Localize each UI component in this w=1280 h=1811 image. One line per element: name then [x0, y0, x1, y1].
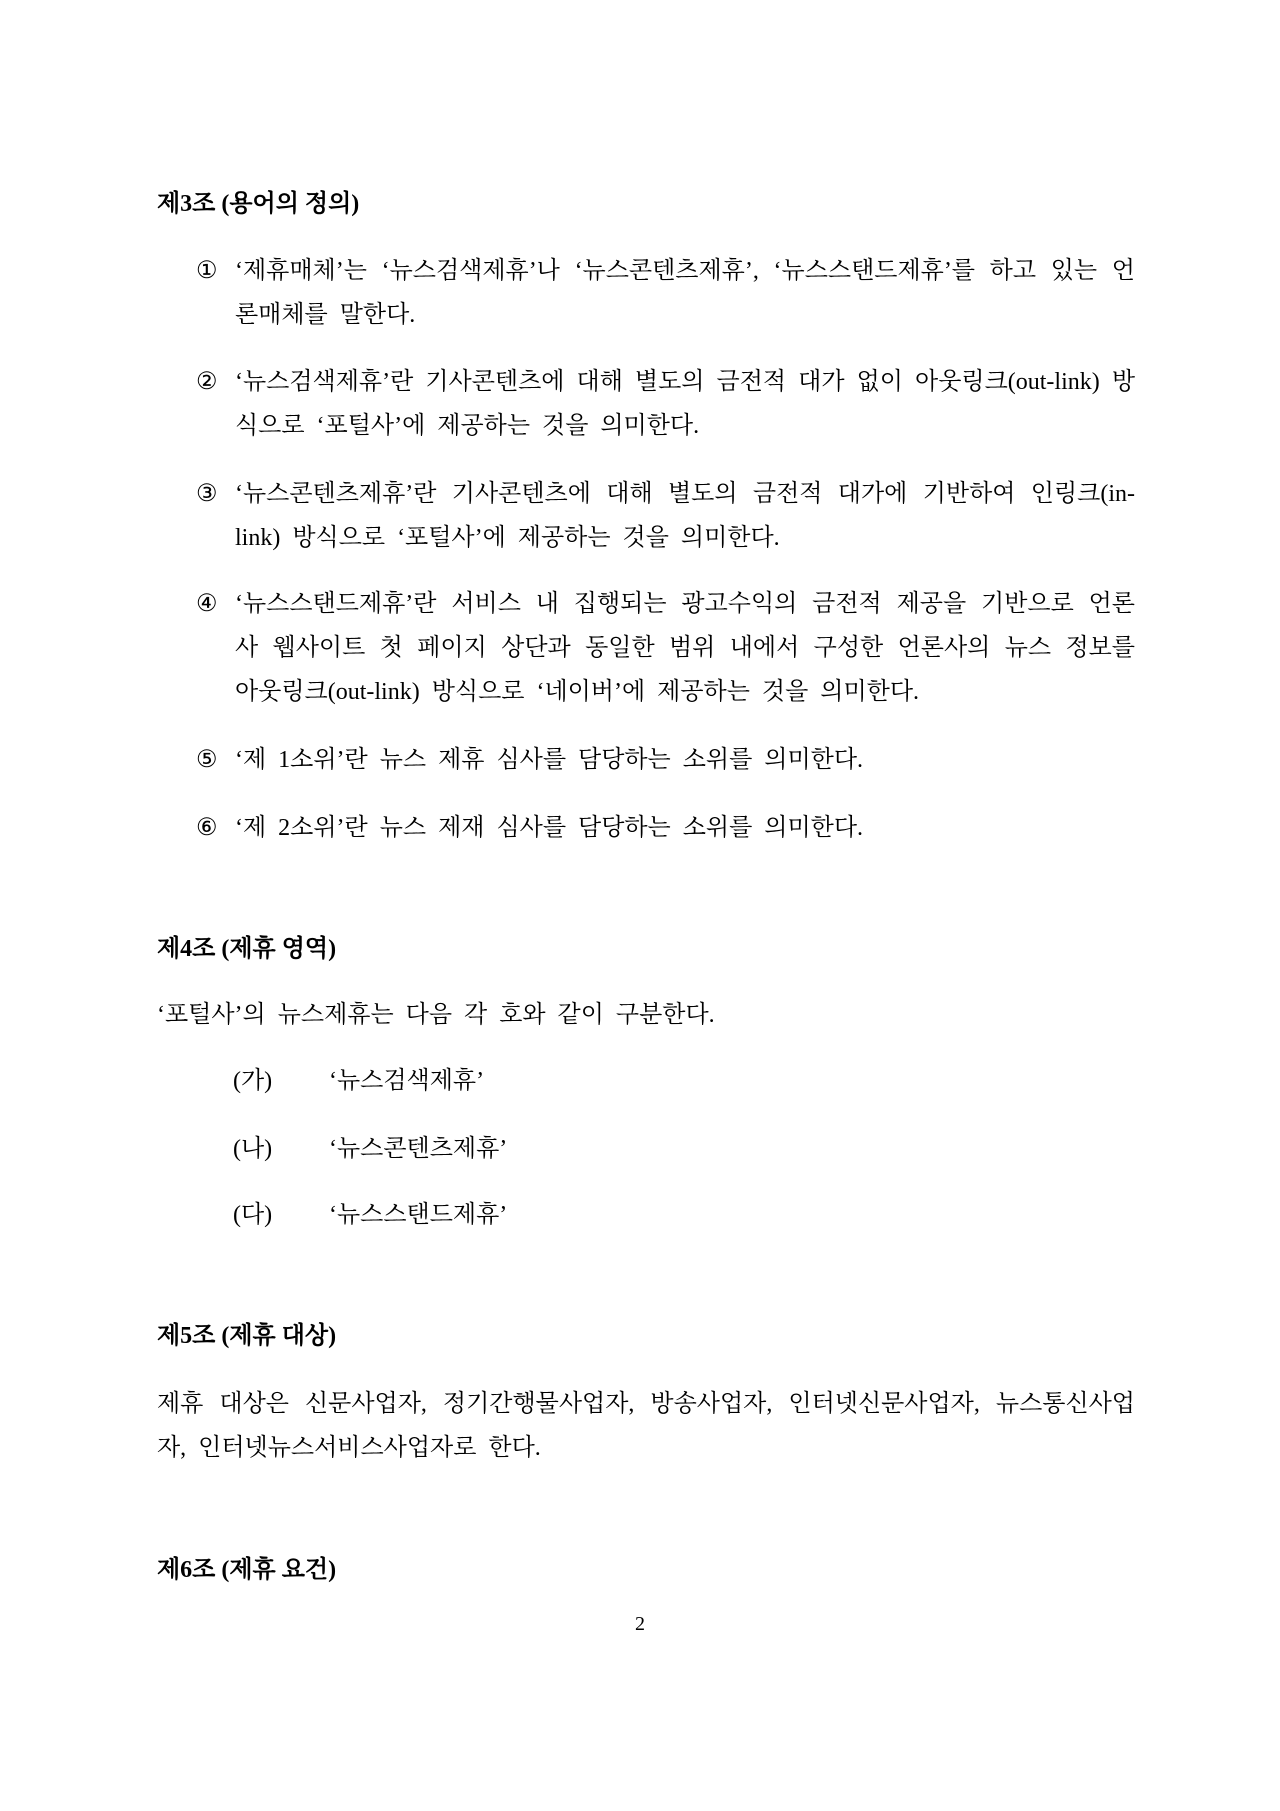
item-text: ‘뉴스검색제휴’ [329, 1068, 485, 1094]
partnership-type-item [233, 1193, 507, 1237]
item-text: ‘제휴매체’는 ‘뉴스검색제휴’나 ‘뉴스콘텐츠제휴’, ‘뉴스스탠드제휴’를 하고 있는 언론매체를 말한다. [235, 258, 1135, 328]
definition-item-5 [196, 738, 1135, 782]
item-number: ① [196, 258, 218, 284]
item-text: ‘뉴스스탠드제휴’ [329, 1202, 508, 1228]
page-number: 2 [635, 1613, 645, 1635]
item-label: (나) [233, 1136, 273, 1162]
item-number: ② [196, 369, 218, 395]
article-5-text: 제휴 대상은 신문사업자, 정기간행물사업자, 방송사업자, 인터넷신문사업자, 뉴스통신사업자, 인터넷뉴스서비스사업자로 한다. [157, 1391, 1135, 1461]
definition-item-4 [196, 582, 1135, 714]
article-4-heading: 제4조 (제휴 영역) [157, 936, 337, 962]
definition-item-1 [196, 249, 1135, 337]
item-number: ③ [196, 481, 218, 507]
item-text: ‘뉴스검색제휴’란 기사콘텐츠에 대해 별도의 금전적 대가 없이 아웃링크(out-link) 방식으로 ‘포털사’에 제공하는 것을 의미한다. [235, 369, 1135, 439]
definition-item-2 [196, 360, 1135, 448]
definition-item-3 [196, 472, 1135, 560]
item-text: ‘뉴스스탠드제휴’란 서비스 내 집행되는 광고수익의 금전적 제공을 기반으로 언론사 웹사이트 첫 페이지 상단과 동일한 범위 내에서 구성한 언론사의 뉴스 정보를 아웃링크(out-link) 방식으로 ‘네이버’에 제공하는 것을 의미한다. [235, 591, 1135, 705]
partnership-type-item [233, 1127, 507, 1171]
item-number: ⑤ [196, 747, 218, 773]
item-number: ④ [196, 591, 218, 617]
article-5-heading: 제5조 (제휴 대상) [157, 1323, 337, 1349]
article-6-heading: 제6조 (제휴 요건) [157, 1557, 337, 1583]
item-text: ‘제 2소위’란 뉴스 제재 심사를 담당하는 소위를 의미한다. [235, 815, 864, 841]
item-text: ‘제 1소위’란 뉴스 제휴 심사를 담당하는 소위를 의미한다. [235, 747, 864, 773]
article-3-heading: 제3조 (용어의 정의) [157, 191, 360, 217]
article-4-intro: ‘포털사’의 뉴스제휴는 다음 각 호와 같이 구분한다. [157, 1002, 715, 1028]
item-label: (다) [233, 1202, 273, 1228]
item-text: ‘뉴스콘텐츠제휴’란 기사콘텐츠에 대해 별도의 금전적 대가에 기반하여 인링크(in-link) 방식으로 ‘포털사’에 제공하는 것을 의미한다. [235, 481, 1135, 551]
item-text: ‘뉴스콘텐츠제휴’ [329, 1136, 508, 1162]
item-number: ⑥ [196, 815, 218, 841]
item-label: (가) [233, 1068, 273, 1094]
definition-item-6 [196, 806, 1135, 850]
partnership-type-item [233, 1059, 484, 1103]
